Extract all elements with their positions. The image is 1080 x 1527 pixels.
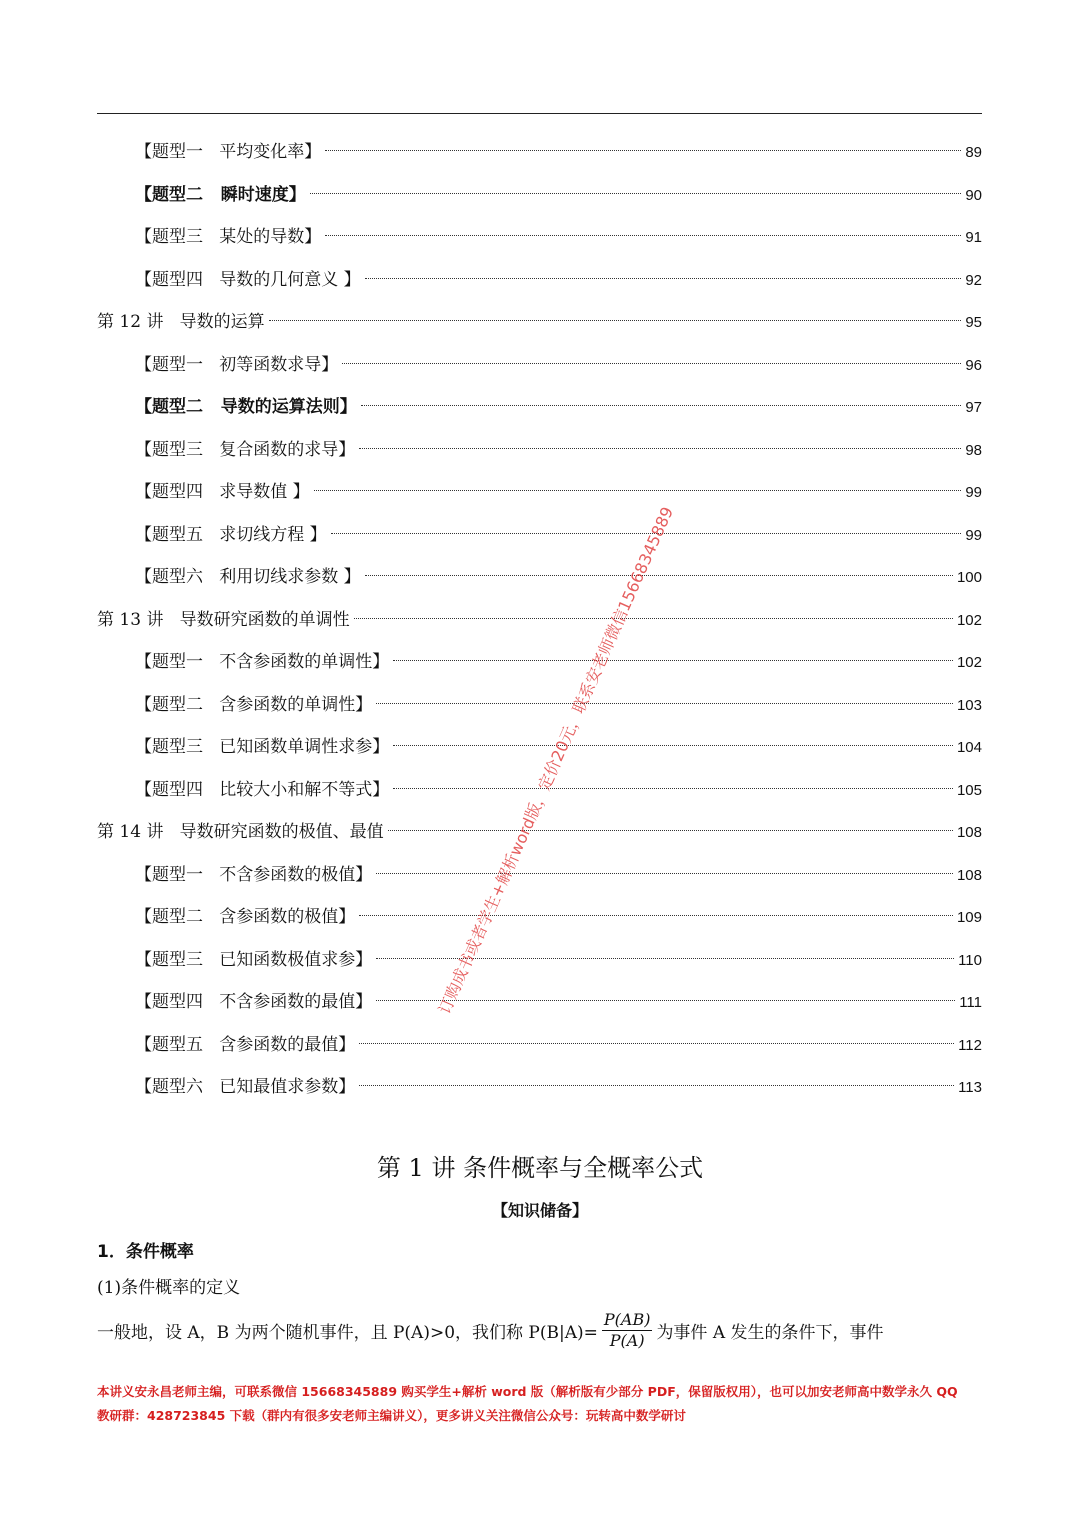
toc-leader-dots [325, 235, 961, 236]
toc-leader-dots [314, 490, 962, 491]
toc-subtopic-row[interactable] [97, 726, 982, 769]
toc-lecture-row[interactable] [97, 599, 982, 642]
toc-subtopic-row[interactable] [97, 386, 982, 429]
toc-spacer [163, 301, 179, 344]
toc-page-number: 99 [965, 484, 982, 501]
toc-lecture-row[interactable] [97, 301, 982, 344]
toc-page-number: 91 [965, 229, 982, 246]
toc-page-number: 109 [956, 909, 982, 926]
toc-subtopic-row[interactable] [97, 854, 982, 897]
toc-page-number: 102 [956, 654, 982, 671]
toc-subtopic-row[interactable] [97, 131, 982, 174]
toc-subtopic-row[interactable] [97, 216, 982, 259]
toc-subtopic-row[interactable] [97, 514, 982, 557]
toc-page-number: 108 [956, 866, 982, 884]
toc-subtopic-label: 【题型三 已知函数单调性求参】 [135, 737, 390, 757]
toc-subtopic-label: 【题型四 不含参函数的最值】 [135, 992, 373, 1012]
toc-page-number: 98 [965, 441, 982, 459]
toc-subtopic-row[interactable] [97, 344, 982, 387]
chapter-number: 1 [408, 1154, 424, 1182]
toc-subtopic-row[interactable] [97, 174, 982, 217]
toc-subtopic-label: 【题型三 复合函数的求导】 [135, 439, 356, 460]
toc-lecture-number: 第 12 讲 [97, 312, 164, 332]
toc-page-number: 103 [956, 696, 982, 714]
toc-page-number: 111 [959, 994, 982, 1011]
footer-line-1: 本讲义安永昌老师主编，可联系微信 15668345889 购买学生+解析 word 版（解析版有少部分 PDF，保留版权用），也可以加安老师高中数学永久 QQ [97, 1384, 958, 1399]
toc-page-number: 95 [965, 314, 982, 331]
toc-subtopic-label: 【题型四 导数的几何意义 】 [135, 269, 361, 290]
toc-subtopic-label: 【题型六 利用切线求参数 】 [135, 567, 361, 587]
toc-leader-dots [361, 405, 962, 406]
section-heading: 1．条件概率 [97, 1242, 194, 1262]
toc-lecture-name: 导数研究函数的单调性 [179, 609, 350, 630]
fraction-numerator: P(AB) [603, 1310, 651, 1329]
toc-page-number: 89 [965, 144, 982, 161]
toc-leader-dots [359, 1043, 954, 1044]
toc-subtopic-label: 【题型一 平均变化率】 [135, 142, 322, 162]
toc-subtopic-row[interactable] [97, 556, 982, 599]
toc-subtopic-row[interactable] [97, 684, 982, 727]
fraction-denominator: P(A) [609, 1331, 645, 1350]
toc-page-number: 110 [958, 951, 982, 969]
definition-text [97, 1310, 884, 1351]
toc-subtopic-label: 【题型三 某处的导数】 [135, 227, 322, 247]
toc-leader-dots [310, 193, 962, 194]
toc-subtopic-row[interactable] [97, 471, 982, 514]
chapter-name: 讲 条件概率与全概率公式 [423, 1154, 704, 1182]
toc-subtopic-row[interactable] [97, 429, 982, 472]
toc-subtopic-label: 【题型三 已知函数极值求参】 [135, 949, 373, 970]
chapter-title [0, 1148, 1080, 1183]
toc-subtopic-row[interactable] [97, 1024, 982, 1067]
toc-lecture-number: 第 14 讲 [97, 822, 164, 842]
toc-subtopic-label: 【题型二 含参函数的单调性】 [135, 694, 373, 715]
toc-leader-dots [359, 915, 953, 916]
toc-page-number: 96 [965, 356, 982, 374]
toc-subtopic-label: 【题型二 导数的运算法则】 [135, 397, 357, 417]
toc-subtopic-label: 【题型四 比较大小和解不等式】 [135, 779, 390, 800]
toc-leader-dots [359, 1085, 954, 1086]
watermark: 订购成书或者学生+解析word版，定价20元，联系安老师微信15668345889 [434, 503, 678, 1017]
toc-page-number: 90 [965, 186, 982, 204]
toc-page-number: 102 [956, 611, 982, 629]
toc-leader-dots [376, 873, 953, 874]
toc-subtopic-row[interactable] [97, 939, 982, 982]
toc-subtopic-row[interactable] [97, 641, 982, 684]
toc-leader-dots [393, 788, 953, 789]
toc-page-number: 105 [956, 781, 982, 799]
sub-heading: (1)条件概率的定义 [97, 1278, 241, 1298]
toc-page-number: 112 [958, 1036, 982, 1054]
toc-leader-dots [359, 448, 961, 449]
table-of-contents [97, 131, 982, 1109]
toc-subtopic-label: 【题型六 已知最值求参数】 [135, 1077, 356, 1097]
toc-subtopic-label: 【题型五 含参函数的最值】 [135, 1034, 356, 1055]
definition-before: 一般地，设 A，B 为两个随机事件，且 P(A)>0，我们称 P(B|A)= [97, 1323, 598, 1343]
toc-leader-dots [376, 1000, 955, 1001]
toc-subtopic-label: 【题型四 求导数值 】 [135, 482, 310, 502]
toc-leader-dots [376, 703, 953, 704]
toc-leader-dots [325, 150, 961, 151]
knowledge-label: 【知识储备】 [491, 1201, 588, 1220]
toc-spacer [163, 811, 179, 854]
toc-page-number: 113 [958, 1079, 982, 1096]
toc-leader-dots [393, 660, 953, 661]
definition-after: 为事件 A 发生的条件下，事件 [656, 1323, 884, 1343]
toc-subtopic-row[interactable] [97, 981, 982, 1024]
toc-page-number: 104 [956, 739, 982, 756]
toc-leader-dots [269, 320, 962, 321]
toc-subtopic-row[interactable] [97, 1066, 982, 1109]
footer-line-2: 教研群：428723845 下载（群内有很多安老师主编讲义），更多讲义关注微信公众号：玩转高中数学研讨 [97, 1408, 686, 1423]
toc-lecture-name: 导数的运算 [179, 312, 265, 332]
toc-page-number: 92 [965, 271, 982, 289]
toc-page-number: 100 [956, 569, 982, 586]
toc-lecture-name: 导数研究函数的极值、最值 [179, 822, 384, 842]
toc-leader-dots [393, 745, 953, 746]
toc-leader-dots [388, 830, 953, 831]
toc-leader-dots [354, 618, 953, 619]
toc-subtopic-row[interactable] [97, 259, 982, 302]
conditional-probability-fraction [602, 1310, 653, 1351]
header-rule [97, 113, 982, 114]
toc-leader-dots [365, 575, 953, 576]
toc-page-number: 99 [965, 526, 982, 544]
toc-leader-dots [342, 363, 961, 364]
toc-subtopic-label: 【题型一 不含参函数的极值】 [135, 864, 373, 885]
toc-leader-dots [365, 278, 962, 279]
toc-subtopic-label: 【题型一 初等函数求导】 [135, 354, 339, 375]
toc-spacer [163, 599, 179, 642]
chapter-prefix: 第 [376, 1154, 409, 1182]
toc-subtopic-row[interactable] [97, 896, 982, 939]
toc-page-number: 108 [956, 824, 982, 841]
toc-page-number: 97 [965, 399, 982, 416]
toc-subtopic-label: 【题型一 不含参函数的单调性】 [135, 652, 390, 672]
toc-lecture-number: 第 13 讲 [97, 609, 164, 630]
footer-notice [97, 1380, 987, 1428]
toc-subtopic-label: 【题型二 瞬时速度】 [135, 184, 306, 205]
toc-subtopic-label: 【题型二 含参函数的极值】 [135, 907, 356, 927]
toc-subtopic-label: 【题型五 求切线方程 】 [135, 524, 327, 545]
